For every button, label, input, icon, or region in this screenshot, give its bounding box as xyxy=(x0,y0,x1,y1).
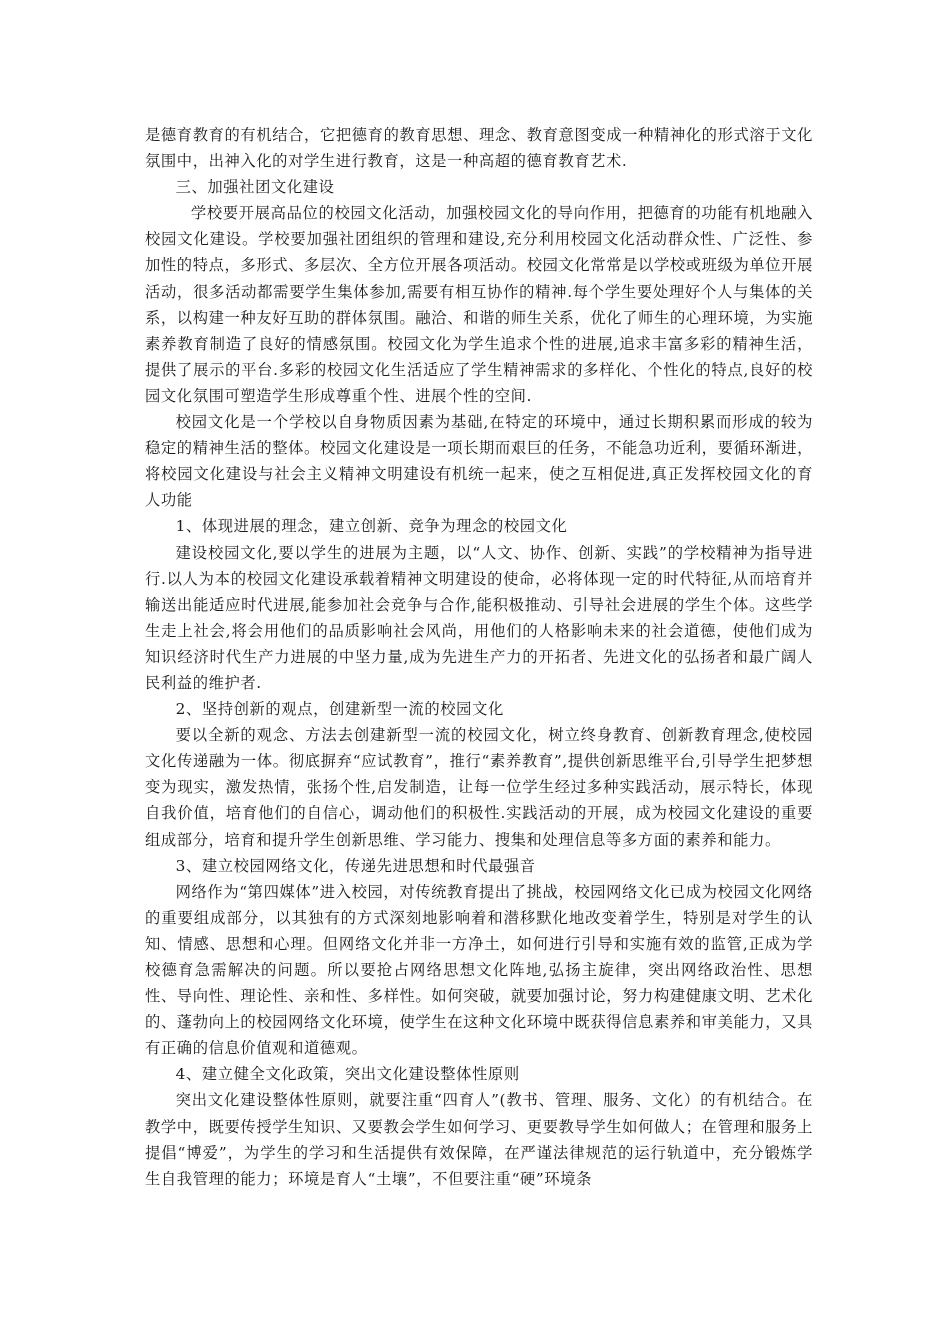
paragraph-innovation: 要以全新的观念、方法去创建新型一流的校园文化，树立终身教育、创新教育理念,使校园文化传递融为一体。彻底摒弃“应试教育”，推行“素养教育”,提供创新思维平台,引导学生把梦想变为现实，激发热情，张扬个性,启发制造，让每一位学生经过多种实践活动，展示特长，体现自我价值，培育他们的自信心，调动他们的积极性.实践活动的开展，成为校园文化建设的重要组成部分，培育和提升学生创新思维、学习能力、搜集和处理信息等多方面的素养和能力。 xyxy=(145,726,813,849)
paragraph-network-culture: 网络作为“第四媒体”进入校园，对传统教育提出了挑战，校园网络文化已成为校园文化网络的重要组成部分，以其独有的方式深刻地影响着和潜移默化地改变着学生，特别是对学生的认知、情感、思想和心理。但网络文化并非一方净土，如何进行引导和实施有效的监管,正成为学校德育急需解决的问题。所以要抢占网络思想文化阵地,弘扬主旋律，突出网络政治性、思想性、导向性、理论性、亲和性、多样性。如何突破，就要加强讨论，努力构建健康文明、艺术化的、蓬勃向上的校园网络文化环境，使学生在这种文化环境中既获得信息素养和审美能力，又具有正确的信息价值观和道德观。 xyxy=(145,882,813,1058)
paragraph-policy: 突出文化建设整体性原则，就要注重“四育人”(教书、管理、服务、文化）的有机结合。在教学中，既要传授学生知识、又要教会学生如何学习、更要教导学生如何做人；在管理和服务上提倡“博爱”，为学生的学习和生活提供有效保障，在严谨法律规范的运行轨道中，充分锻炼学生自我管理的能力；环境是育人“土壤”，不但要注重“硬”环境条 xyxy=(145,1091,813,1188)
document-page xyxy=(145,122,813,1192)
subheading-4: 4、建立健全文化政策，突出文化建设整体性原则 xyxy=(175,1065,520,1084)
paragraph-intro: 是德育教育的有机结合，它把德育的教育思想、理念、教育意图变成一种精神化的形式溶于文化氛围中，出神入化的对学生进行教育，这是一种高超的德育教育艺术. xyxy=(145,126,813,171)
paragraph-club-culture: 学校要开展高品位的校园文化活动，加强校园文化的导向作用，把德育的功能有机地融入校园文化建设。学校要加强社团组织的管理和建设,充分利用校园文化活动群众性、广泛性、参加性的特点，多形式、多层次、全方位开展各项活动。校园文化常常是以学校或班级为单位开展活动，很多活动都需要学生集体参加,需要有相互协作的精神.每个学生要处理好个人与集体的关系，以构建一种友好互助的群体氛围。融洽、和谐的师生关系，优化了师生的心理环境，为实施素养教育制造了良好的情感氛围。校园文化为学生追求个性的进展,追求丰富多彩的精神生活，提供了展示的平台.多彩的校园文化生活适应了学生精神需求的多样化、个性化的特点,良好的校园文化氛围可塑造学生形成尊重个性、进展个性的空间. xyxy=(145,204,813,405)
subheading-1: 1、体现进展的理念，建立创新、竞争为理念的校园文化 xyxy=(175,517,568,536)
paragraph-campus-culture: 校园文化是一个学校以自身物质因素为基础,在特定的环境中，通过长期积累而形成的较为稳定的精神生活的整体。校园文化建设是一项长期而艰巨的任务，不能急功近利，要循环渐进，将校园文化建设与社会主义精神文明建设有机统一起来，使之互相促进,真正发挥校园文化的育人功能 xyxy=(145,413,813,510)
subheading-2: 2、坚持创新的观点，创建新型一流的校园文化 xyxy=(175,700,504,719)
subheading-3: 3、建立校园网络文化，传递先进思想和时代最强音 xyxy=(175,856,536,875)
section-heading-3: 三、加强社团文化建设 xyxy=(175,178,335,197)
paragraph-development: 建设校园文化,要以学生的进展为主题，以“人文、协作、创新、实践”的学校精神为指导进行.以人为本的校园文化建设承载着精神文明建设的使命，必将体现一定的时代特征,从而培育并输送出能适应时代进展,能参加社会竞争与合作,能积极推动、引导社会进展的学生个体。这些学生走上社会,将会用他们的品质影响社会风尚，用他们的人格影响未来的社会道德，使他们成为知识经济时代生产力进展的中坚力量,成为先进生产力的开拓者、先进文化的弘扬者和最广阔人民利益的维护者. xyxy=(145,543,813,692)
